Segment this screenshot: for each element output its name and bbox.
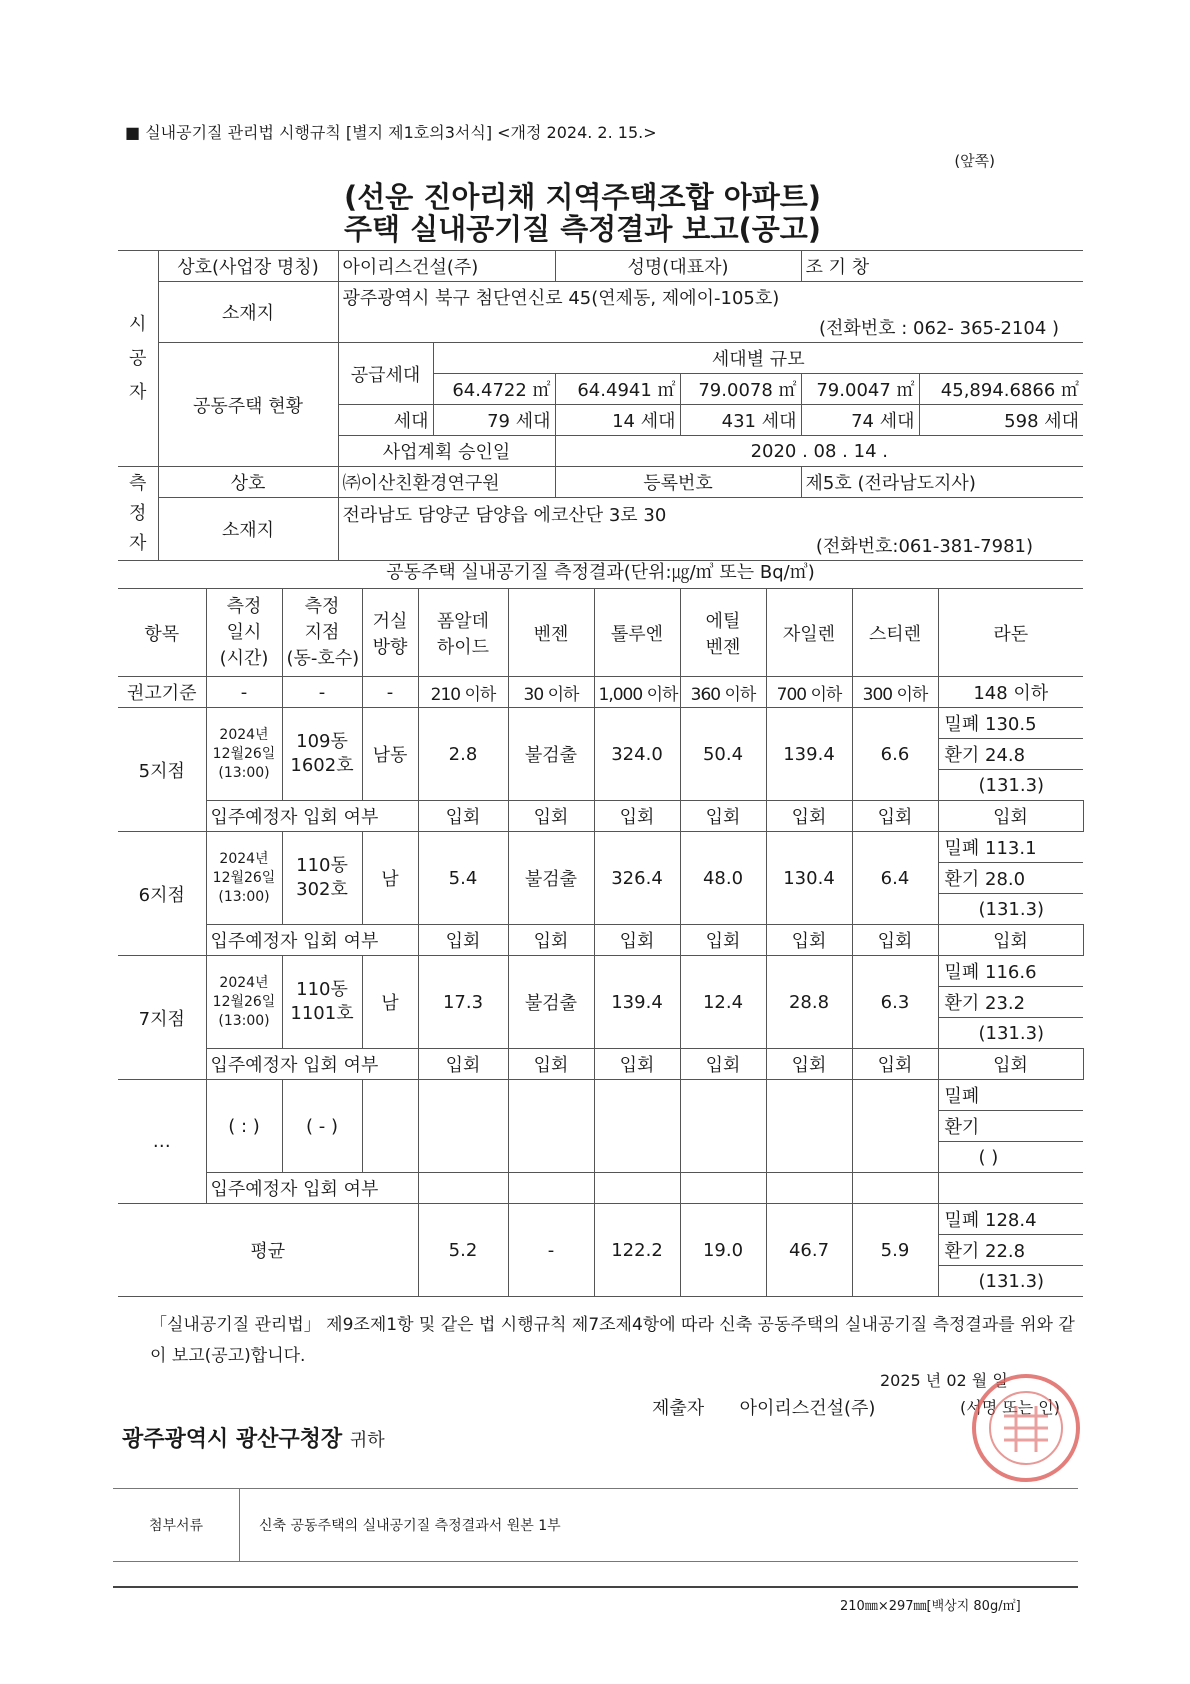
- blank-radon-vent: 환기: [938, 1111, 1083, 1142]
- attend-xylene: 입회: [766, 925, 852, 956]
- attend-benzene: 입회: [508, 801, 594, 832]
- standard-xylene: 700 이하: [766, 677, 852, 708]
- header-direction: 거실 방향: [362, 589, 418, 677]
- builder-address-label: 소재지: [158, 282, 338, 343]
- blank-radon-sealed: 밀폐: [938, 1080, 1083, 1111]
- point-benzene: 불검출: [508, 832, 594, 925]
- avg-xylene: 46.7: [766, 1204, 852, 1297]
- attachment-box: [113, 1488, 1078, 1562]
- point-xylene: 139.4: [766, 708, 852, 801]
- recipient: [122, 1422, 385, 1453]
- point-date: 2024년 12월26일 (13:00): [206, 956, 282, 1049]
- point-direction: 남동: [362, 708, 418, 801]
- households-4: 74 세대: [801, 405, 919, 436]
- avg-radon-avg: (131.3): [938, 1266, 1083, 1297]
- standard-toluene: 1,000 이하: [594, 677, 680, 708]
- attend-formaldehyde: 입회: [418, 801, 508, 832]
- results-caption: 공동주택 실내공기질 측정결과(단위:㎍/㎥ 또는 Bq/㎥): [386, 562, 815, 583]
- submitter: [652, 1394, 875, 1420]
- paper-spec: 210㎜×297㎜[백상지 80g/㎡]: [840, 1599, 1021, 1614]
- measurer-company: ㈜이산친환경연구원: [338, 467, 555, 498]
- point-unit: 109동 1602호: [282, 708, 362, 801]
- standard-direction: -: [362, 677, 418, 708]
- point-direction: 남: [362, 832, 418, 925]
- point-radon-sealed: 밀폐 116.6: [938, 956, 1083, 987]
- attend-styrene: 입회: [852, 925, 938, 956]
- header-time: 측정 일시 (시간): [206, 589, 282, 677]
- supply-label: 공급세대: [338, 343, 433, 405]
- attend-label: 입주예정자 입회 여부: [206, 1049, 418, 1080]
- point-benzene: 불검출: [508, 708, 594, 801]
- point-radon-sealed: 밀폐 130.5: [938, 708, 1083, 739]
- attend-formaldehyde: 입회: [418, 925, 508, 956]
- standard-ethylbenzene: 360 이하: [680, 677, 766, 708]
- legal-statement: 「실내공기질 관리법」 제9조제1항 및 같은 법 시행규칙 제7조제4항에 따라 신축 공동주택의 실내공기질 측정결과를 위와 같이 보고(공고)합니다.: [150, 1315, 1075, 1366]
- point-direction: 남: [362, 956, 418, 1049]
- builder-section-label: 시 공 자: [118, 251, 158, 467]
- builder-address: 광주광역시 북구 첨단연신로 45(연제동, 제에이-105호): [338, 282, 1083, 313]
- attend-radon: 입회: [938, 925, 1083, 956]
- avg-radon-sealed: 밀폐 128.4: [938, 1204, 1083, 1235]
- avg-ethylbenzene: 19.0: [680, 1204, 766, 1297]
- point-formaldehyde: 17.3: [418, 956, 508, 1049]
- builder-rep: 조 기 창: [801, 251, 1083, 282]
- households-1: 79 세대: [433, 405, 555, 436]
- households-3: 431 세대: [680, 405, 801, 436]
- approval-date: 2020 . 08 . 14 .: [555, 436, 1083, 467]
- attend-xylene: 입회: [766, 801, 852, 832]
- average-label: 평균: [118, 1204, 418, 1297]
- standard-formaldehyde: 210 이하: [418, 677, 508, 708]
- measurer-company-label: 상호: [158, 467, 338, 498]
- header-formaldehyde: 폼알데 하이드: [418, 589, 508, 677]
- header-styrene: 스티렌: [852, 589, 938, 677]
- submitter-label: 제출자: [652, 1398, 705, 1419]
- point-radon-sealed: 밀폐 113.1: [938, 832, 1083, 863]
- blank-time: ( : ): [206, 1080, 282, 1173]
- builder-phone: (전화번호 : 062- 365-2104 ): [338, 312, 1083, 343]
- attend-label: 입주예정자 입회 여부: [206, 925, 418, 956]
- header-radon: 라돈: [938, 589, 1083, 677]
- submitter-name: 아이리스건설(주): [739, 1398, 876, 1419]
- standard-radon: 148 이하: [938, 677, 1083, 708]
- measurer-reg-label: 등록번호: [555, 467, 801, 498]
- point-styrene: 6.6: [852, 708, 938, 801]
- attend-formaldehyde: 입회: [418, 1049, 508, 1080]
- attend-styrene: 입회: [852, 801, 938, 832]
- point-ethylbenzene: 12.4: [680, 956, 766, 1049]
- blank-location: ( - ): [282, 1080, 362, 1173]
- submission-date: 2025 년 02 월 일: [880, 1371, 1008, 1390]
- header-location: 측정 지점 (동-호수): [282, 589, 362, 677]
- point-radon-vent: 환기 23.2: [938, 987, 1083, 1018]
- blank-point-name: …: [118, 1080, 206, 1204]
- builder-rep-label: 성명(대표자): [555, 251, 801, 282]
- standard-label: 권고기준: [118, 677, 206, 708]
- point-formaldehyde: 5.4: [418, 832, 508, 925]
- size-3: 79.0078 ㎡: [680, 374, 801, 405]
- attend-label: 입주예정자 입회 여부: [206, 1173, 418, 1204]
- point-unit: 110동 302호: [282, 832, 362, 925]
- measurer-reg: 제5호 (전라남도지사): [801, 467, 1083, 498]
- households-label: 세대: [338, 405, 433, 436]
- point-toluene: 139.4: [594, 956, 680, 1049]
- header-xylene: 자일렌: [766, 589, 852, 677]
- measurer-address: 전라남도 담양군 담양읍 에코산단 3로 30: [338, 498, 1083, 531]
- attend-xylene: 입회: [766, 1049, 852, 1080]
- attend-ethylbenzene: 입회: [680, 925, 766, 956]
- header-toluene: 톨루엔: [594, 589, 680, 677]
- households-2: 14 세대: [555, 405, 680, 436]
- blank-radon-avg: ( ): [938, 1142, 1083, 1173]
- point-formaldehyde: 2.8: [418, 708, 508, 801]
- size-2: 64.4941 ㎡: [555, 374, 680, 405]
- form-reference: ■ 실내공기질 관리법 시행규칙 [별지 제1호의3서식] <개정 2024. 2. 15.>: [125, 123, 657, 142]
- header-benzene: 벤젠: [508, 589, 594, 677]
- info-table: [118, 250, 1083, 561]
- size-label: 세대별 규모: [433, 343, 1083, 374]
- document-title-line2: 주택 실내공기질 측정결과 보고(공고): [343, 212, 821, 246]
- avg-radon-vent: 환기 22.8: [938, 1235, 1083, 1266]
- size-4: 79.0047 ㎡: [801, 374, 919, 405]
- housing-status-label: 공동주택 현황: [158, 343, 338, 467]
- point-radon-vent: 환기 28.0: [938, 863, 1083, 894]
- point-toluene: 324.0: [594, 708, 680, 801]
- document-title-line1: (선운 진아리채 지역주택조합 아파트): [343, 180, 821, 214]
- signature-label: (서명 또는 인): [960, 1398, 1060, 1417]
- avg-formaldehyde: 5.2: [418, 1204, 508, 1297]
- attend-radon: 입회: [938, 801, 1083, 832]
- bottom-rule: [113, 1586, 1078, 1588]
- point-radon-avg: (131.3): [938, 894, 1083, 925]
- recipient-suffix: 귀하: [349, 1430, 385, 1451]
- attachment-text: 신축 공동주택의 실내공기질 측정결과서 원본 1부: [259, 1518, 561, 1534]
- point-xylene: 28.8: [766, 956, 852, 1049]
- point-styrene: 6.4: [852, 832, 938, 925]
- point-ethylbenzene: 48.0: [680, 832, 766, 925]
- households-total: 598 세대: [919, 405, 1083, 436]
- point-toluene: 326.4: [594, 832, 680, 925]
- point-xylene: 130.4: [766, 832, 852, 925]
- approval-label: 사업계획 승인일: [338, 436, 555, 467]
- header-ethylbenzene: 에틸 벤젠: [680, 589, 766, 677]
- attend-radon: 입회: [938, 1049, 1083, 1080]
- point-styrene: 6.3: [852, 956, 938, 1049]
- company-seal-stamp: [970, 1372, 1082, 1484]
- attend-toluene: 입회: [594, 801, 680, 832]
- size-1: 64.4722 ㎡: [433, 374, 555, 405]
- attachment-label: 첨부서류: [113, 1489, 240, 1561]
- standard-styrene: 300 이하: [852, 677, 938, 708]
- point-unit: 110동 1101호: [282, 956, 362, 1049]
- attend-label: 입주예정자 입회 여부: [206, 801, 418, 832]
- standard-time: -: [206, 677, 282, 708]
- builder-company: 아이리스건설(주): [338, 251, 555, 282]
- avg-styrene: 5.9: [852, 1204, 938, 1297]
- measurer-phone: (전화번호:061-381-7981): [338, 530, 1083, 561]
- point-radon-avg: (131.3): [938, 1018, 1083, 1049]
- measurer-address-label: 소재지: [158, 498, 338, 561]
- attend-benzene: 입회: [508, 1049, 594, 1080]
- standard-benzene: 30 이하: [508, 677, 594, 708]
- recipient-name: 광주광역시 광산구청장: [122, 1427, 343, 1452]
- attend-styrene: 입회: [852, 1049, 938, 1080]
- point-name: 7지점: [118, 956, 206, 1080]
- point-name: 5지점: [118, 708, 206, 832]
- attend-ethylbenzene: 입회: [680, 801, 766, 832]
- attend-benzene: 입회: [508, 925, 594, 956]
- builder-company-label: 상호(사업장 명칭): [158, 251, 338, 282]
- point-radon-avg: (131.3): [938, 770, 1083, 801]
- point-date: 2024년 12월26일 (13:00): [206, 832, 282, 925]
- avg-toluene: 122.2: [594, 1204, 680, 1297]
- measurer-section-label: 측 정 자: [118, 467, 158, 561]
- attend-ethylbenzene: 입회: [680, 1049, 766, 1080]
- point-name: 6지점: [118, 832, 206, 956]
- attend-toluene: 입회: [594, 1049, 680, 1080]
- results-table: [118, 588, 1084, 1297]
- standard-location: -: [282, 677, 362, 708]
- header-item: 항목: [118, 589, 206, 677]
- point-benzene: 불검출: [508, 956, 594, 1049]
- page-side-label: (앞쪽): [954, 152, 995, 170]
- point-date: 2024년 12월26일 (13:00): [206, 708, 282, 801]
- point-ethylbenzene: 50.4: [680, 708, 766, 801]
- avg-benzene: -: [508, 1204, 594, 1297]
- point-radon-vent: 환기 24.8: [938, 739, 1083, 770]
- size-total: 45,894.6866 ㎡: [919, 374, 1083, 405]
- attend-toluene: 입회: [594, 925, 680, 956]
